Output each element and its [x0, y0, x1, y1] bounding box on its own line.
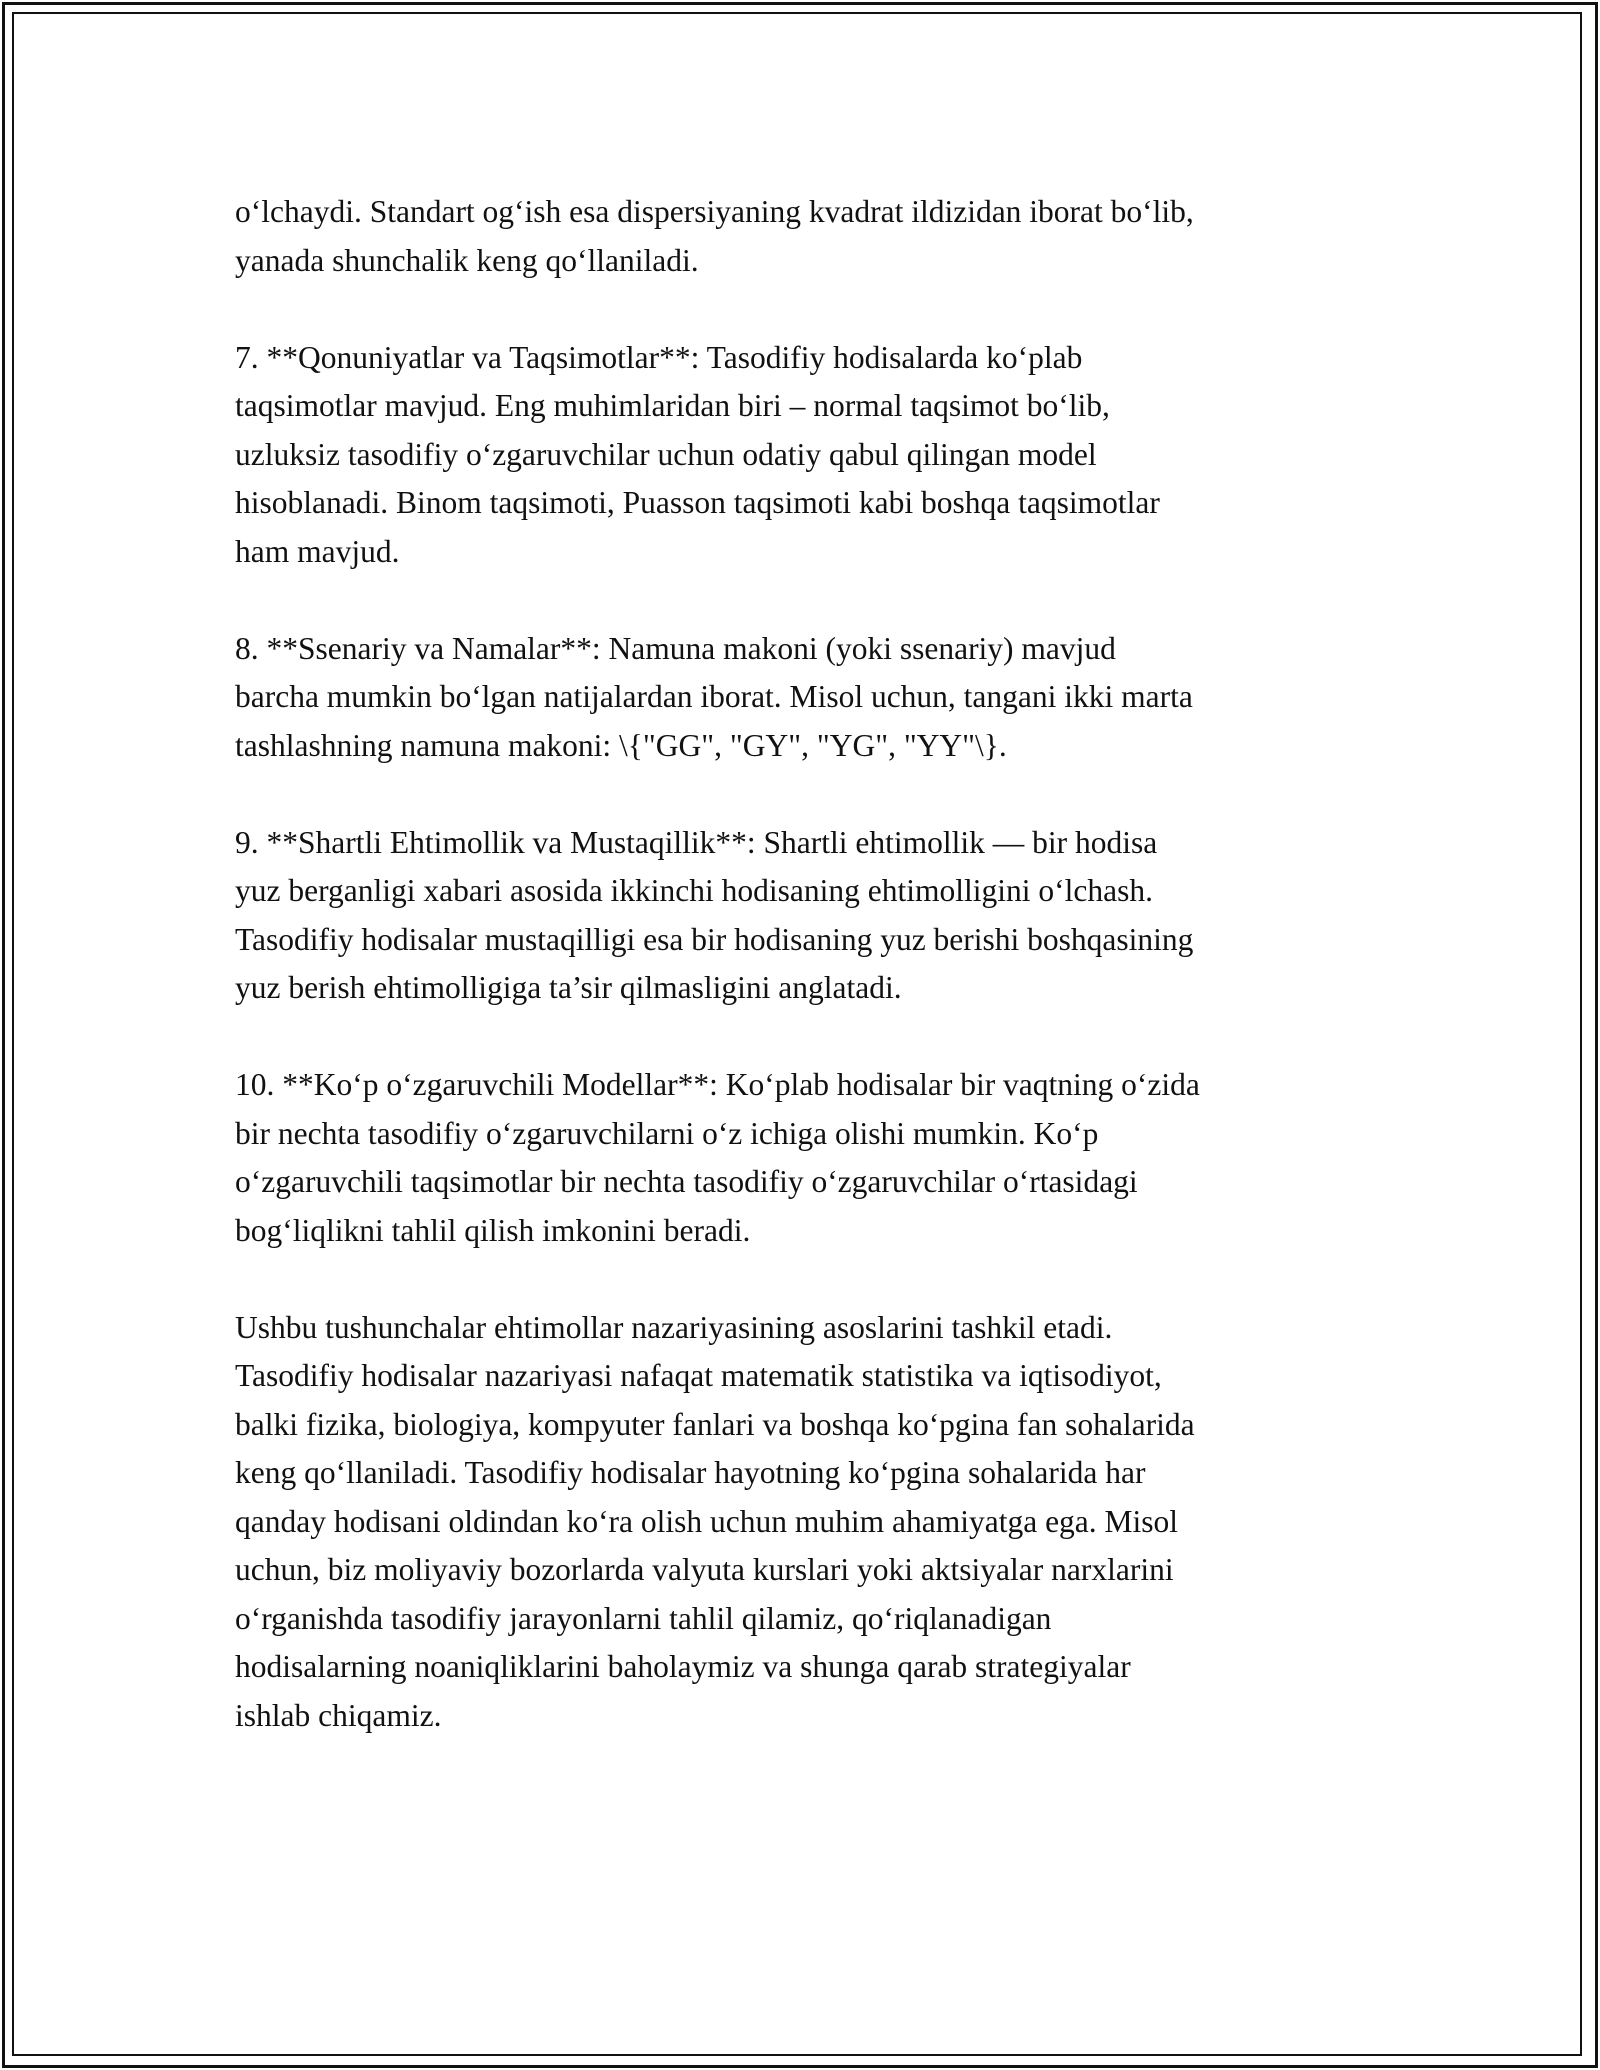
paragraph-item-8-sample-space: 8. **Ssenariy va Namalar**: Namuna makoni (yoki ssenariy) mavjud barcha mumkin bo‘lgan natijalardan iborat. Misol uchun, tangani ikki marta tashlashning namuna makoni: \{"GG", "GY", "YG", "YY"\}. [235, 630, 1193, 763]
paragraph-item-10-multivariate-models: 10. **Ko‘p o‘zgaruvchili Modellar**: Ko‘plab hodisalar bir vaqtning o‘zida bir nechta tasodifiy o‘zgaruvchilarni o‘z ichiga olishi mumkin. Ko‘p o‘zgaruvchili taqsimotlar bir nechta tasodifiy o‘zgaruvchilar o‘rtasidagi bog‘liqlikni tahlil qilish imkonini beradi. [235, 1067, 1200, 1248]
paragraph-std-deviation-continuation: o‘lchaydi. Standart og‘ish esa dispersiyaning kvadrat ildizidan iborat bo‘lib, yanada shunchalik keng qo‘llaniladi. [235, 194, 1194, 278]
paragraph-item-7-distributions: 7. **Qonuniyatlar va Taqsimotlar**: Tasodifiy hodisalarda ko‘plab taqsimotlar mavjud. Eng muhimlaridan biri – normal taqsimot bo‘lib, uzluksiz tasodifiy o‘zgaruvchilar uchun odatiy qabul qilingan model hisoblanadi. Binom taqsimoti, Puasson taqsimoti kabi boshqa taqsimotlar ham mavjud. [235, 339, 1160, 569]
document-body [235, 188, 1375, 1740]
paragraph-conclusion: Ushbu tushunchalar ehtimollar nazariyasining asoslarini tashkil etadi. Tasodifiy hodisalar nazariyasi nafaqat matematik statistika va iqtisodiyot, balki fizika, biologiya, kompyuter fanlari va boshqa ko‘pgina fan sohalarida keng qo‘llaniladi. Tasodifiy hodisalar hayotning ko‘pgina sohalarida har qanday hodisani oldindan ko‘ra olish uchun muhim ahamiyatga ega. Misol uchun, biz moliyaviy bozorlarda valyuta kurslari yoki aktsiyalar narxlarini o‘rganishda tasodifiy jarayonlarni tahlil qilamiz, qo‘riqlanadigan hodisalarning noaniqliklarini baholaymiz va shunga qarab strategiyalar ishlab chiqamiz. [235, 1309, 1195, 1733]
paragraph-item-9-conditional-probability: 9. **Shartli Ehtimollik va Mustaqillik**: Shartli ehtimollik — bir hodisa yuz berganligi xabari asosida ikkinchi hodisaning ehtimolligini o‘lchash. Tasodifiy hodisalar mustaqilligi esa bir hodisaning yuz berishi boshqasining yuz berish ehtimolligiga ta’sir qilmasligini anglatadi. [235, 824, 1194, 1005]
